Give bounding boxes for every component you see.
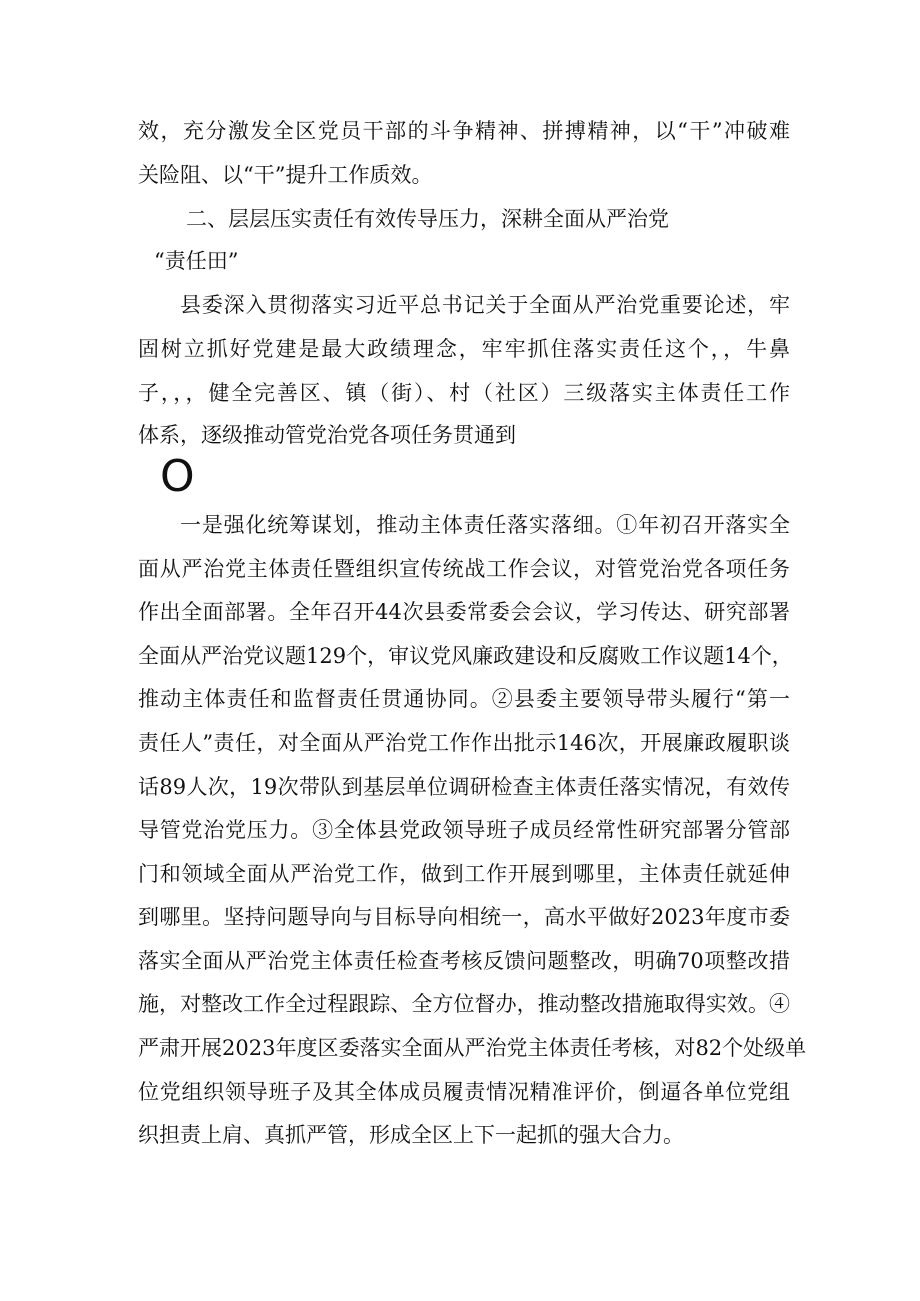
paragraph-line: 县委深入贯彻落实习近平总书记关于全面从严治党重要论述，牢 xyxy=(180,293,790,317)
paragraph-line: 施，对整改工作全过程跟踪、全方位督办，推动整改措施取得实效。④ xyxy=(138,992,790,1016)
paragraph-line: 严肃开展2023年度区委落实全面从严治党主体责任考核，对82个处级单 xyxy=(138,1036,807,1060)
paragraph-line: 面从严治党主体责任暨组织宣传统战工作会议，对管党治党各项任务 xyxy=(138,557,790,581)
paragraph-line: 落实全面从严治党主体责任检查考核反馈问题整改，明确70项整改措 xyxy=(138,949,790,973)
paragraph-line: 话89人次，19次带队到基层单位调研检查主体责任落实情况，有效传 xyxy=(138,775,790,799)
paragraph-line: 织担责上肩、真抓严管，形成全区上下一起抓的强大合力。 xyxy=(138,1123,684,1147)
paragraph-line: 位党组织领导班子及其全体成员履责情况精准评价，倒逼各单位党组 xyxy=(138,1080,790,1104)
paragraph-line: 子，，，健全完善区、镇（街）、村（社区）三级落实主体责任工作 xyxy=(138,381,790,405)
paragraph-line: 效，充分激发全区党员干部的斗争精神、拼搏精神，以“干”冲破难 xyxy=(138,119,790,143)
paragraph-line: 固树立抓好党建是最大政绩理念，牢牢抓住落实责任这个，，牛鼻 xyxy=(138,337,790,361)
paragraph-line: 关险阻、以“干”提升工作质效。 xyxy=(138,163,433,187)
stray-character: O xyxy=(160,451,195,502)
paragraph-line: 一是强化统筹谋划，推动主体责任落实落细。①年初召开落实全 xyxy=(180,513,790,537)
paragraph-line: 推动主体责任和监督责任贯通协同。②县委主要领导带头履行“第一 xyxy=(138,687,790,711)
paragraph-line: 全面从严治党议题129个，审议党风廉政建设和反腐败工作议题14个， xyxy=(138,644,793,668)
paragraph-line: 导管党治党压力。③全体县党政领导班子成员经常性研究部署分管部 xyxy=(138,818,790,842)
paragraph-line: 责任人”责任，对全面从严治党工作作出批示146次，开展廉政履职谈 xyxy=(138,731,790,755)
paragraph-line: 门和领域全面从严治党工作，做到工作开展到哪里，主体责任就延伸 xyxy=(138,862,790,886)
paragraph-line: 体系，逐级推动管党治党各项任务贯通到 xyxy=(138,423,516,447)
paragraph-line: 作出全面部署。全年召开44次县委常委会会议，学习传达、研究部署 xyxy=(138,600,790,624)
paragraph-line: 到哪里。坚持问题导向与目标导向相统一，高水平做好2023年度市委 xyxy=(138,905,790,929)
section-heading-continued: “责任田” xyxy=(154,249,239,273)
section-heading: 二、层层压实责任有效传导压力，深耕全面从严治党 xyxy=(186,207,669,231)
